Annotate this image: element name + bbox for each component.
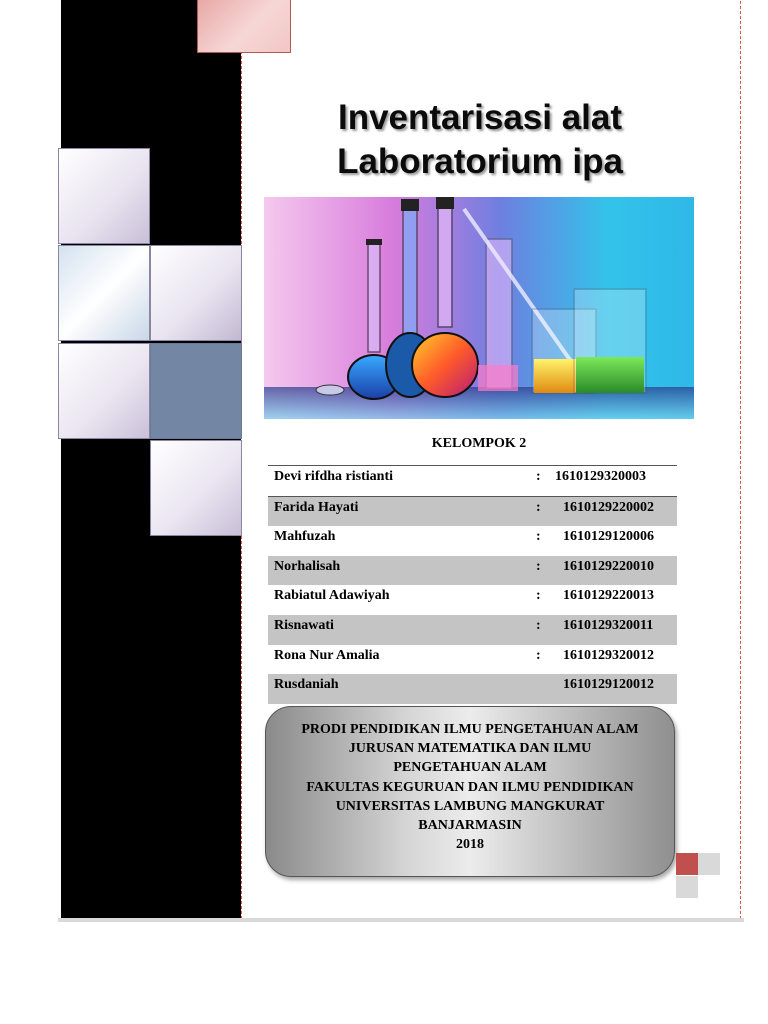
decorative-gray-square [676, 876, 698, 898]
institution-year: 2018 [456, 837, 484, 853]
member-nim: 1610129320012 [563, 647, 654, 663]
member-name: Risnawati [274, 617, 334, 633]
table-row [268, 526, 677, 556]
member-nim: 1610129220002 [563, 499, 654, 515]
institution-line: UNIVERSITAS LAMBUNG MANGKURAT [335, 798, 605, 814]
institution-line: FAKULTAS KEGURUAN DAN ILMU PENDIDIKAN [306, 779, 634, 795]
document-title [300, 96, 660, 184]
member-nim: 1610129220010 [563, 558, 654, 574]
member-colon: : [536, 647, 541, 663]
table-row [268, 465, 677, 497]
bottom-rule [58, 918, 744, 922]
decorative-pink-square [197, 0, 291, 53]
institution-line: JURUSAN MATEMATIKA DAN ILMU [348, 741, 592, 757]
member-table [268, 465, 677, 704]
table-row [268, 674, 677, 704]
member-colon: : [536, 529, 541, 545]
institution-line: BANJARMASIN [418, 818, 522, 834]
title-line-2: Laboratorium ipa [337, 142, 623, 181]
decorative-tile [58, 245, 150, 341]
decorative-tile [58, 343, 150, 439]
table-row [268, 645, 677, 675]
glassware-illustration [264, 197, 694, 419]
table-row [268, 615, 677, 645]
decorative-tile [150, 440, 242, 536]
member-colon: : [536, 499, 541, 515]
member-name: Rona Nur Amalia [274, 647, 380, 663]
member-colon: : [536, 558, 541, 574]
institution-line: PENGETAHUAN ALAM [393, 760, 547, 776]
decorative-gray-square [698, 853, 720, 875]
member-colon: : [536, 617, 541, 633]
member-nim: 1610129320011 [563, 617, 654, 633]
member-nim: 1610129120006 [563, 529, 654, 545]
member-nim: 1610129120012 [563, 677, 654, 693]
table-row [268, 585, 677, 615]
table-row [268, 497, 677, 527]
member-colon: : [536, 469, 541, 484]
table-row [268, 556, 677, 586]
institution-panel [265, 706, 675, 877]
title-line-1: Inventarisasi alat [337, 98, 623, 137]
laboratory-glassware-photo [264, 197, 694, 419]
member-nim: 1610129320003 [555, 469, 646, 484]
member-name: Farida Hayati [274, 499, 359, 515]
member-colon: : [536, 588, 541, 604]
member-nim: 1610129220013 [563, 588, 654, 604]
decorative-tile [150, 245, 242, 341]
decorative-red-square [676, 853, 698, 875]
member-name: Mahfuzah [274, 529, 336, 545]
decorative-tile [58, 148, 150, 244]
member-name: Rabiatul Adawiyah [274, 588, 390, 604]
member-name: Devi rifdha ristianti [274, 469, 393, 484]
institution-line: PRODI PENDIDIKAN ILMU PENGETAHUAN ALAM [301, 722, 639, 737]
group-label: KELOMPOK 2 [431, 436, 527, 451]
member-name: Rusdaniah [274, 677, 339, 693]
member-name: Norhalisah [274, 558, 341, 574]
decorative-tile-blue [150, 343, 242, 439]
